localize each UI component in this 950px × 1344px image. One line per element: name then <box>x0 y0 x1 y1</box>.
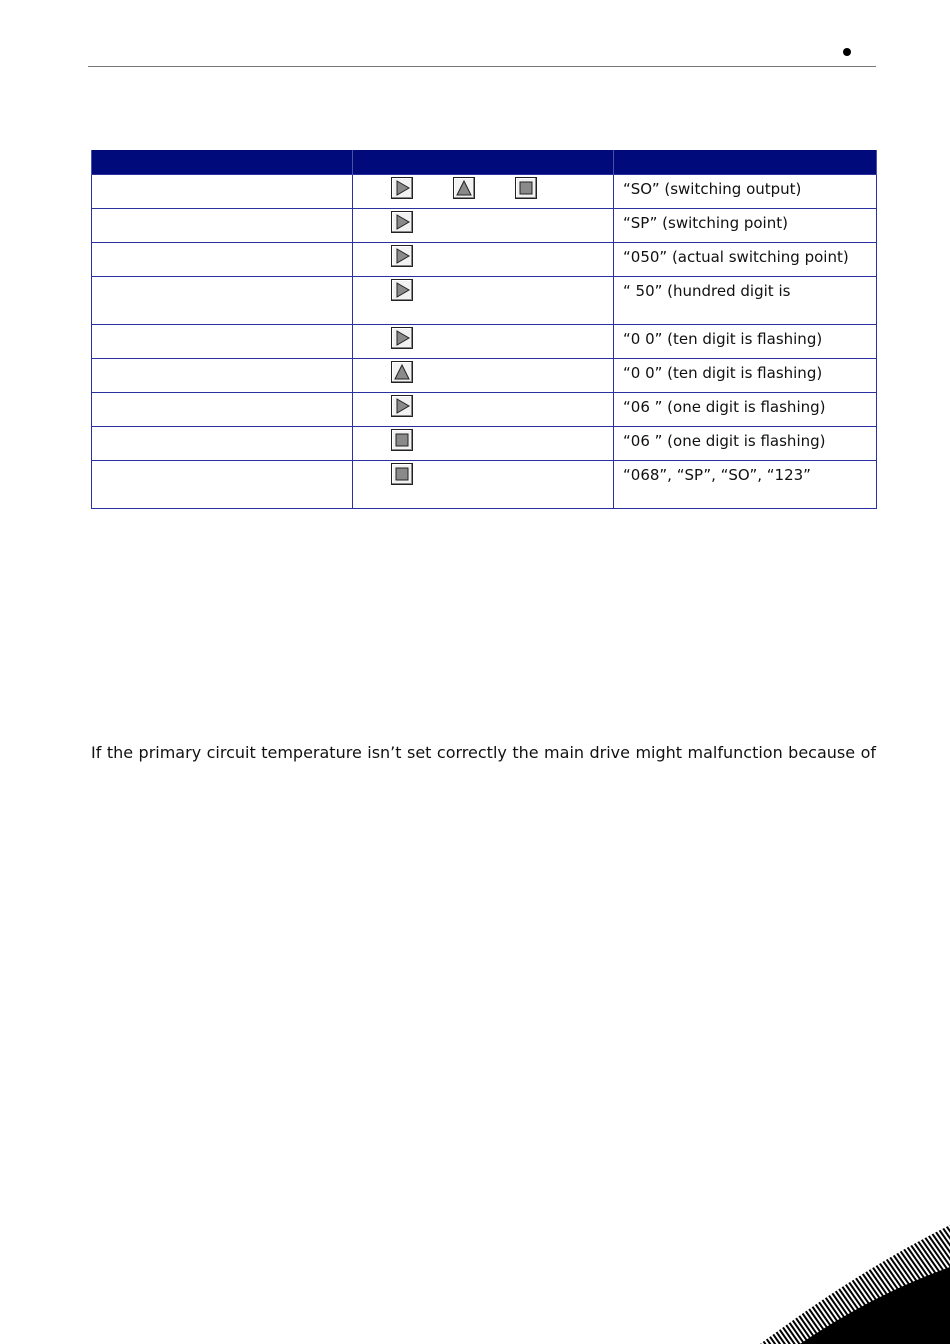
corner-swoosh-graphic <box>740 1205 950 1344</box>
button-cell <box>353 175 614 209</box>
table-row <box>92 243 877 277</box>
display-cell: “06 ” (one digit is flashing) <box>614 393 877 427</box>
table-row <box>92 427 877 461</box>
enter-key-icon <box>515 177 537 199</box>
display-cell: “SO” (switching output) <box>614 175 877 209</box>
button-cell <box>353 243 614 277</box>
button-cell <box>353 359 614 393</box>
display-cell: “068”, “SP”, “SO”, “123” <box>614 461 877 509</box>
table-body <box>92 175 877 509</box>
step-description-cell <box>92 393 353 427</box>
table-row <box>92 175 877 209</box>
display-cell: “0 0” (ten digit is flashing) <box>614 359 877 393</box>
body-paragraph: If the primary circuit temperature isn’t set correctly the main drive might malfunction because of <box>91 743 876 762</box>
table-row <box>92 209 877 243</box>
step-description-cell <box>92 427 353 461</box>
step-description-cell <box>92 243 353 277</box>
step-description-cell <box>92 175 353 209</box>
step-description-cell <box>92 461 353 509</box>
right-arrow-key-icon <box>391 245 413 267</box>
table-row <box>92 393 877 427</box>
up-arrow-key-icon <box>391 361 413 383</box>
button-cell <box>353 461 614 509</box>
button-cell <box>353 393 614 427</box>
table-row <box>92 277 877 325</box>
right-arrow-key-icon <box>391 395 413 417</box>
table-header-row <box>92 150 877 175</box>
table-header-cell-2 <box>353 150 614 175</box>
right-arrow-key-icon <box>391 327 413 349</box>
right-arrow-key-icon <box>391 177 413 199</box>
step-description-cell <box>92 209 353 243</box>
display-cell: “050” (actual switching point) <box>614 243 877 277</box>
enter-key-icon <box>391 429 413 451</box>
display-cell: “ 50” (hundred digit is <box>614 277 877 325</box>
up-arrow-key-icon <box>453 177 475 199</box>
step-description-cell <box>92 359 353 393</box>
step-description-cell <box>92 277 353 325</box>
right-arrow-key-icon <box>391 211 413 233</box>
enter-key-icon <box>391 463 413 485</box>
display-cell: “0 0” (ten digit is flashing) <box>614 325 877 359</box>
table-row <box>92 325 877 359</box>
header-rule <box>88 66 876 67</box>
table-row <box>92 461 877 509</box>
button-cell <box>353 277 614 325</box>
button-cell <box>353 209 614 243</box>
header-bullet <box>843 48 851 56</box>
display-cell: “06 ” (one digit is flashing) <box>614 427 877 461</box>
table-row <box>92 359 877 393</box>
step-description-cell <box>92 325 353 359</box>
button-cell <box>353 325 614 359</box>
right-arrow-key-icon <box>391 279 413 301</box>
switching-point-table <box>91 150 877 509</box>
table-header-cell-3 <box>614 150 877 175</box>
button-cell <box>353 427 614 461</box>
display-cell: “SP” (switching point) <box>614 209 877 243</box>
table-header-cell-1 <box>92 150 353 175</box>
